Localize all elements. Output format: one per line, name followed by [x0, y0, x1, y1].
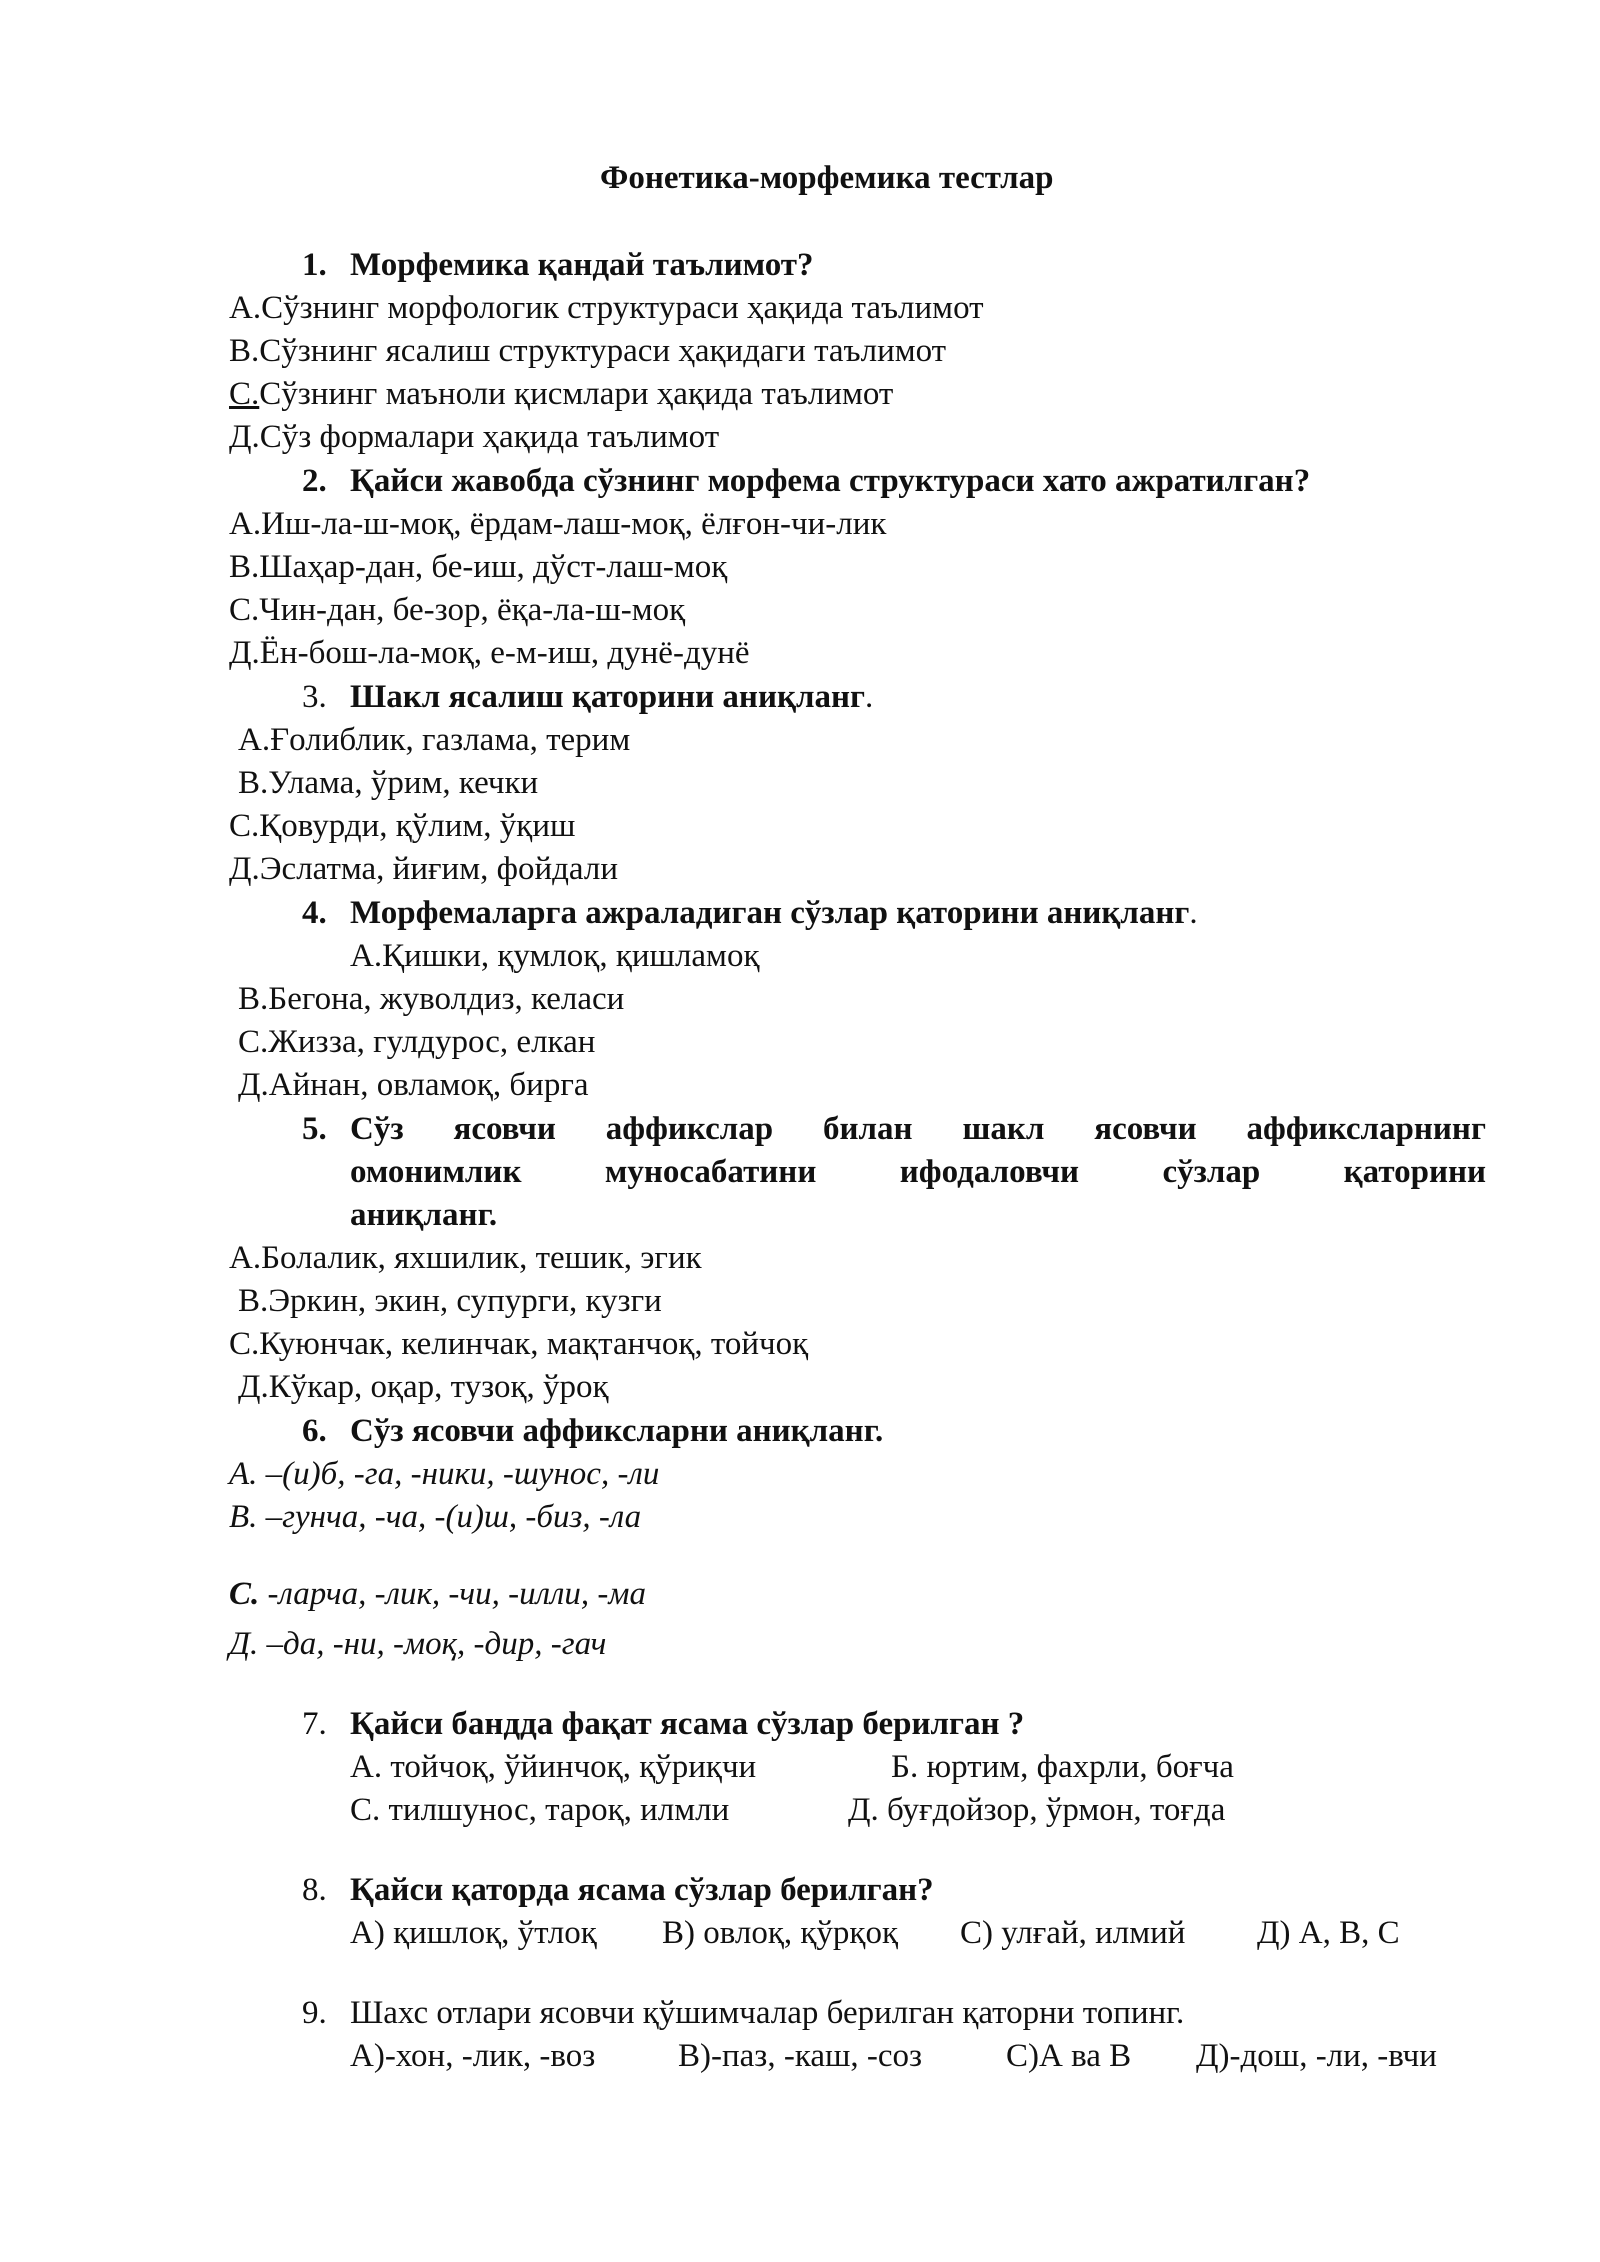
q5-word: сўзлар	[1162, 1154, 1261, 1190]
q5-word: муносабатини	[604, 1154, 817, 1190]
q8-option-a: А) қишлоқ, ўтлоқ	[350, 1915, 597, 1951]
q1-option-a: А.Сўзнинг морфологик структураси ҳақида таълимот	[229, 290, 984, 326]
question-number: 1.	[302, 247, 327, 283]
question-8-number: 8.	[302, 1872, 327, 1908]
question-1	[302, 245, 327, 285]
q7-option-d: Д. буғдойзор, ўрмон, тоғда	[848, 1792, 1226, 1828]
q4-option-d: Д.Айнан, овламоқ, бирга	[238, 1067, 589, 1103]
question-4-number: 4.	[302, 895, 327, 931]
question-3-text: Шакл ясалиш қаторини аниқланг	[350, 679, 865, 715]
question-7-text: Қайси бандда фақат ясама сўзлар берилган ?	[350, 1706, 1025, 1742]
question-2-text: Қайси жавобда сўзнинг морфема структураси хато ажратилган?	[350, 463, 1311, 499]
q9-option-d: Д)-дош, -ли, -вчи	[1196, 2038, 1437, 2074]
question-3-number: 3.	[302, 679, 327, 715]
q7-option-c: С. тилшунос, тароқ, илмли	[350, 1792, 730, 1828]
q4-option-b: В.Бегона, жуволдиз, келаси	[238, 981, 625, 1017]
q5-word: ясовчи	[1094, 1111, 1197, 1147]
q5-option-c: С.Куюнчак, келинчак, мақтанчоқ, тойчоқ	[229, 1326, 809, 1362]
question-8-text: Қайси қаторда ясама сўзлар берилган?	[350, 1872, 934, 1908]
q8-option-d: Д) А, В, С	[1257, 1915, 1400, 1951]
question-9-text: Шахс отлари ясовчи қўшимчалар берилган қаторни топинг.	[350, 1995, 1185, 2031]
question-7-number: 7.	[302, 1706, 327, 1742]
q5-word: аффиксларнинг	[1246, 1111, 1486, 1147]
q5-word: ифодаловчи	[899, 1154, 1080, 1190]
question-2-number: 2.	[302, 463, 327, 499]
question-9-number: 9.	[302, 1995, 327, 2031]
q7-option-a: А. тойчоқ, ўйинчоқ, қўриқчи	[350, 1749, 757, 1785]
q9-option-b: В)-паз, -каш, -соз	[678, 2038, 923, 2074]
q1-option-d: Д.Сўз формалари ҳақида таълимот	[229, 419, 720, 455]
q3-option-c: С.Қовурди, қўлим, ўқиш	[229, 808, 576, 844]
question-4-text: Морфемаларга ажраладиган сўзлар қаторини аниқланг	[350, 895, 1190, 931]
q5-word: омонимлик	[350, 1154, 522, 1190]
q6-option-d: Д. –да, -ни, -моқ, -дир, -гач	[229, 1626, 607, 1662]
q2-option-a: А.Иш-ла-ш-моқ, ёрдам-лаш-моқ, ёлғон-чи-лик	[229, 506, 887, 542]
q5-word: Сўз	[350, 1111, 404, 1147]
q1-option-c	[229, 374, 893, 414]
question-1-text: Морфемика қандай таълимот?	[350, 247, 814, 283]
q5-word: билан	[823, 1111, 913, 1147]
q5-option-b: В.Эркин, экин, супурги, кузги	[238, 1283, 662, 1319]
question-5-line-2	[350, 1152, 1486, 1192]
q8-option-b: В) овлоқ, қўрқоқ	[662, 1915, 898, 1951]
q6-option-a: А. –(и)б, -га, -ники, -шунос, -ли	[229, 1456, 660, 1492]
q4-option-a: А.Қишки, қумлоқ, қишламоқ	[350, 938, 760, 974]
q3-option-b: В.Улама, ўрим, кечки	[238, 765, 539, 801]
q6-option-c	[229, 1574, 646, 1614]
q9-option-a: А)-хон, -лик, -воз	[350, 2038, 596, 2074]
question-6-text: Сўз ясовчи аффиксларни аниқланг.	[350, 1413, 884, 1449]
q3-option-d: Д.Эслатма, йиғим, фойдали	[229, 851, 618, 887]
q9-option-c: С)А ва В	[1006, 2038, 1132, 2074]
q5-word: шакл	[962, 1111, 1045, 1147]
q5-word: қаторини	[1343, 1154, 1486, 1190]
document-title: Фонетика-морфемика тестлар	[600, 160, 1054, 196]
q1-option-b: В.Сўзнинг ясалиш структураси ҳақидаги таълимот	[229, 333, 947, 369]
q2-option-b: В.Шаҳар-дан, бе-иш, дўст-лаш-моқ	[229, 549, 728, 585]
q7-option-b: Б. юртим, фахрли, боғча	[891, 1749, 1234, 1785]
q2-option-c: С.Чин-дан, бе-зор, ёқа-ла-ш-моқ	[229, 592, 686, 628]
q6-option-c-text: -ларча, -лик, -чи, -илли, -ма	[267, 1576, 646, 1612]
q6-option-b: В. –гунча, -ча, -(и)ш, -биз, -ла	[229, 1499, 642, 1535]
question-6-number: 6.	[302, 1413, 327, 1449]
q1-option-c-marker: С.	[229, 376, 260, 412]
question-5-line-3: аниқланг.	[350, 1197, 498, 1233]
question-3	[350, 677, 873, 717]
q4-option-c: С.Жизза, гулдурос, елкан	[238, 1024, 596, 1060]
question-3-tail: .	[864, 679, 874, 715]
question-5-number: 5.	[302, 1111, 327, 1147]
q3-option-a: А.Ғолиблик, газлама, терим	[238, 722, 631, 758]
question-4-tail: .	[1189, 895, 1198, 931]
q8-option-c: С) улғай, илмий	[960, 1915, 1186, 1951]
q2-option-d: Д.Ён-бош-ла-моқ, е-м-иш, дунё-дунё	[229, 635, 750, 671]
q5-word: аффикслар	[605, 1111, 774, 1147]
q6-option-c-marker: С.	[229, 1576, 260, 1612]
q5-option-a: А.Болалик, яхшилик, тешик, эгик	[229, 1240, 702, 1276]
question-5-line-1	[350, 1109, 1486, 1149]
q5-option-d: Д.Кўкар, оқар, тузоқ, ўроқ	[238, 1369, 609, 1405]
question-4	[350, 893, 1198, 933]
q1-option-c-text: Сўзнинг маъноли қисмлари ҳақида таълимот	[259, 376, 894, 412]
q5-word: ясовчи	[453, 1111, 556, 1147]
